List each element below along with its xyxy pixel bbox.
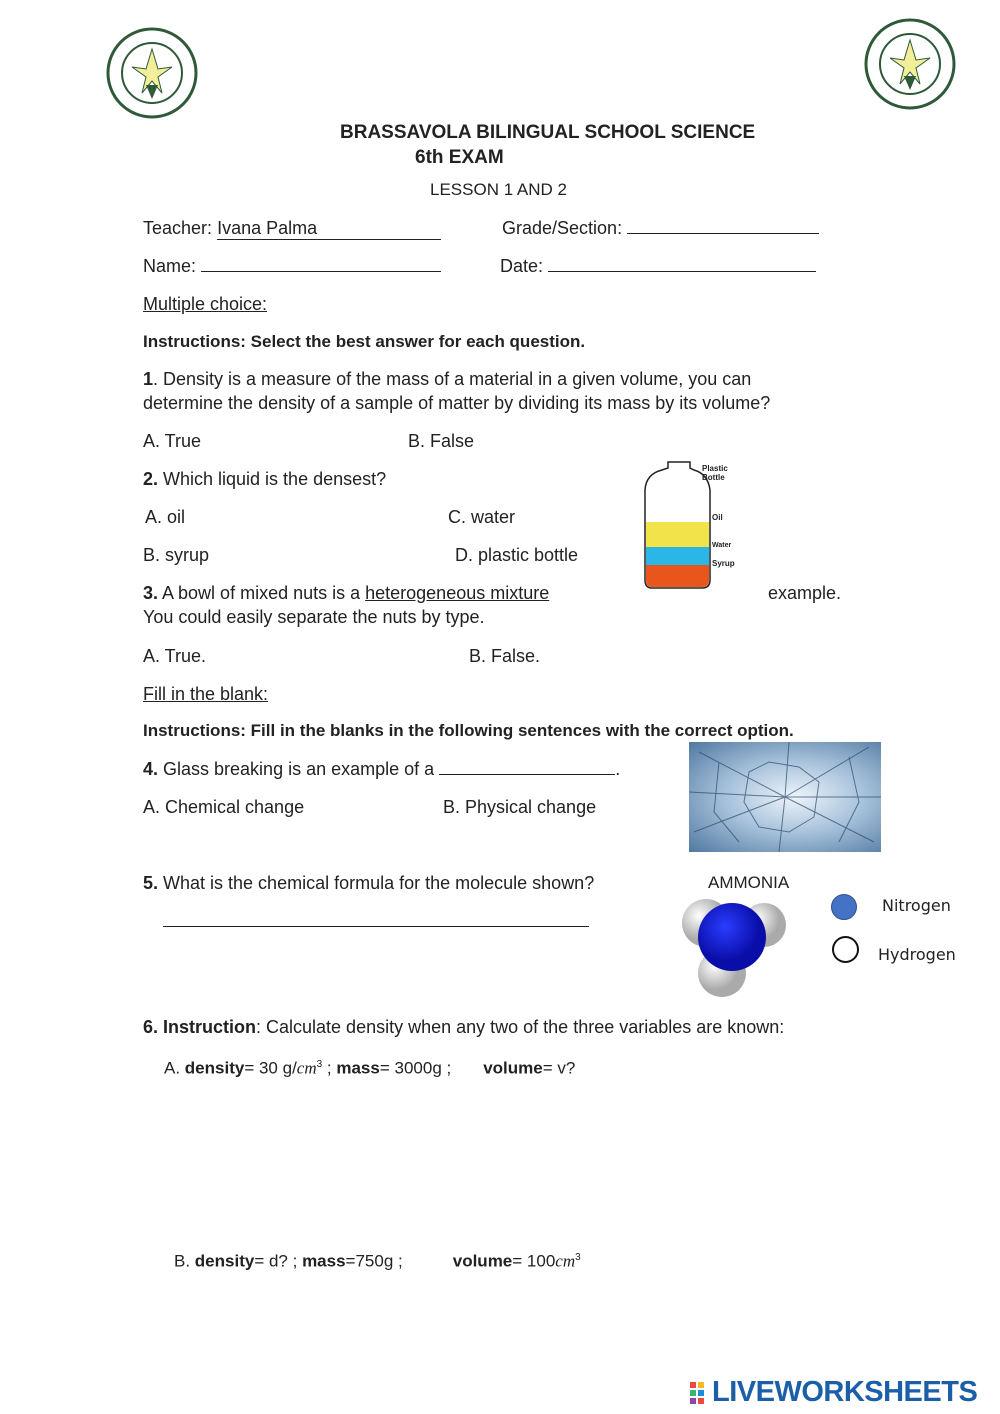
q6-text: : Calculate density when any two of the three variables are known: — [256, 1017, 785, 1037]
q5-question — [143, 872, 594, 894]
teacher-value: Ivana Palma — [217, 217, 441, 240]
q4-text: Glass breaking is an example of a — [158, 759, 435, 779]
q4-option-b[interactable]: B. Physical change — [443, 797, 597, 817]
nitrogen-legend-swatch — [831, 894, 857, 920]
q1-number: 1 — [143, 369, 154, 389]
date-label: Date: — [500, 256, 544, 276]
q6-part-b — [174, 1247, 581, 1273]
liveworksheets-logo — [690, 1376, 977, 1409]
q6a-volume-value: = v? — [542, 1058, 576, 1078]
hydrogen-legend-label: Hydrogen — [878, 945, 956, 964]
q3-text-end: example. — [768, 583, 842, 603]
q2-option-c[interactable]: C. water — [448, 507, 516, 527]
q1-line1 — [143, 368, 751, 390]
q6a-volume-label: volume — [483, 1058, 543, 1078]
q6a-mass-label: mass — [336, 1058, 380, 1078]
q3-option-b[interactable]: B. False. — [469, 646, 541, 666]
q6a-sep: ; — [322, 1058, 337, 1078]
q1-line2: determine the density of a sample of matter by dividing its mass by its volume? — [143, 393, 771, 413]
q3-number: 3. — [143, 583, 159, 603]
q4-option-a[interactable]: A. Chemical change — [143, 797, 305, 817]
grade-label: Grade/Section: — [502, 218, 623, 238]
q6a-exp: 3 — [316, 1059, 323, 1070]
q5-text: What is the chemical formula for the molecule shown? — [158, 873, 595, 893]
teacher-field — [143, 217, 441, 240]
nitrogen-legend-label: Nitrogen — [882, 896, 951, 915]
label-syrup: Syrup — [712, 559, 735, 568]
q1-option-a[interactable]: A. True — [143, 431, 202, 451]
q2-option-d[interactable]: D. plastic bottle — [455, 545, 579, 565]
exam-subtitle: 6th EXAM — [415, 147, 504, 168]
q5-number: 5. — [143, 873, 159, 893]
ammonia-molecule-image — [676, 893, 796, 998]
school-logo-right — [864, 18, 956, 110]
label-plastic-bottle: Plastic Bottle — [702, 464, 728, 482]
teacher-label: Teacher: — [143, 218, 213, 238]
q1-text: . Density is a measure of the mass of a material in a given volume, you can — [153, 369, 752, 389]
grade-input-line[interactable] — [627, 217, 819, 234]
q1-option-b[interactable]: B. False — [408, 431, 475, 451]
label-oil: Oil — [712, 513, 723, 522]
q6a-density-value: = 30 g/ — [244, 1058, 297, 1078]
q2-option-b[interactable]: B. syrup — [143, 545, 210, 565]
q6a-density-label: density — [184, 1058, 245, 1078]
q6-number: 6. Instruction — [143, 1017, 257, 1037]
q2-text: Which liquid is the densest? — [158, 469, 387, 489]
date-field — [500, 255, 816, 277]
liveworksheets-logo-icon — [690, 1380, 712, 1406]
section2-instructions: Instructions: Fill in the blanks in the following sentences with the correct option. — [143, 721, 794, 740]
q3-term: heterogeneous mixture — [365, 583, 550, 603]
q6b-volume-value: = 100 — [512, 1251, 556, 1271]
q5-answer-line[interactable] — [163, 926, 589, 927]
q6b-unit: cm — [555, 1251, 576, 1271]
q4-answer-line[interactable] — [439, 758, 615, 775]
q4-number: 4. — [143, 759, 159, 779]
q2-option-a[interactable]: A. oil — [145, 507, 186, 527]
q6b-density-value: = d? ; — [254, 1251, 303, 1271]
name-field — [143, 255, 441, 277]
hydrogen-legend-swatch — [832, 936, 859, 963]
q6a-prefix: A. — [164, 1058, 185, 1078]
q3-option-a[interactable]: A. True. — [143, 646, 207, 666]
q6b-volume-label: volume — [452, 1251, 513, 1271]
section-heading-multiple-choice: Multiple choice: — [143, 294, 268, 314]
date-input-line[interactable] — [548, 255, 816, 272]
q6a-unit: cm — [296, 1058, 317, 1078]
section1-instructions: Instructions: Select the best answer for each question. — [143, 332, 586, 351]
q6-part-a — [164, 1054, 575, 1080]
density-bottle-figure — [640, 460, 740, 590]
q6b-mass-label: mass — [302, 1251, 346, 1271]
q3-line2: You could easily separate the nuts by type. — [143, 607, 485, 627]
q3-line1 — [143, 582, 549, 604]
name-label: Name: — [143, 256, 197, 276]
label-water: Water — [712, 542, 732, 549]
q2-number: 2. — [143, 469, 159, 489]
grade-field — [502, 217, 819, 239]
lesson-label: LESSON 1 AND 2 — [430, 180, 568, 199]
q6b-density-label: density — [194, 1251, 255, 1271]
section-heading-fill-blank: Fill in the blank: — [143, 684, 269, 704]
molecule-title: AMMONIA — [708, 873, 790, 892]
q6-instruction — [143, 1016, 784, 1038]
school-logo-left — [106, 27, 198, 119]
exam-title: BRASSAVOLA BILINGUAL SCHOOL SCIENCE — [340, 122, 756, 143]
q3-text: A bowl of mixed nuts is a — [158, 583, 366, 603]
q6a-mass-value: = 3000g ; — [379, 1058, 452, 1078]
q4-period: . — [615, 759, 621, 779]
name-input-line[interactable] — [201, 255, 441, 272]
q4-question — [143, 758, 620, 780]
liveworksheets-brand: LIVEWORKSHEETS — [712, 1376, 978, 1408]
q6b-mass-value: =750g ; — [345, 1251, 403, 1271]
q2-question — [143, 468, 386, 490]
q6b-exp: 3 — [575, 1252, 581, 1263]
q6b-prefix: B. — [174, 1251, 195, 1271]
broken-glass-image — [689, 742, 881, 852]
